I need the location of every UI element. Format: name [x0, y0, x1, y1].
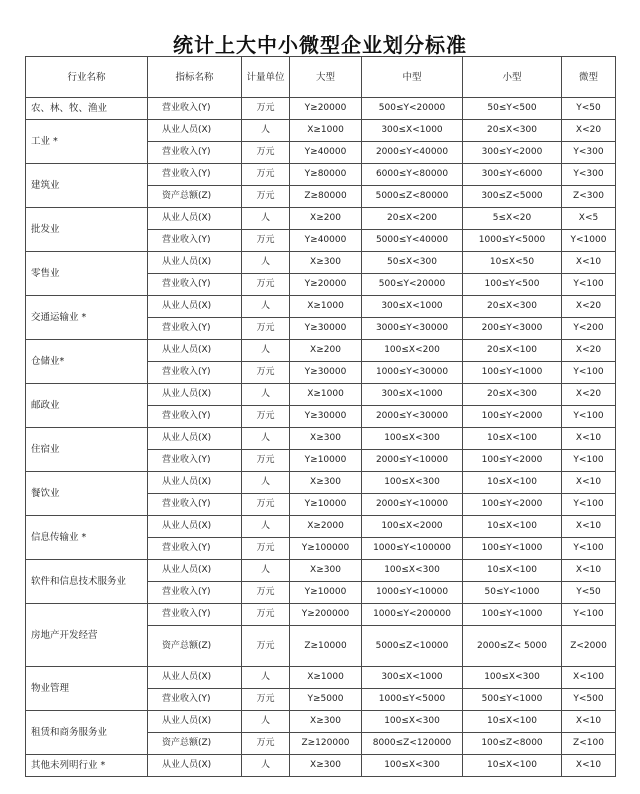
cell-metric: 从业人员(X)	[148, 711, 242, 733]
cell-unit: 万元	[242, 186, 290, 208]
cell-large: Y≥30000	[290, 318, 362, 340]
table-row	[26, 208, 616, 230]
cell-small: 10≤X<100	[463, 755, 562, 777]
cell-unit: 人	[242, 384, 290, 406]
cell-medium: 100≤X<300	[362, 472, 463, 494]
cell-unit: 万元	[242, 494, 290, 516]
cell-unit: 人	[242, 667, 290, 689]
cell-micro: Y<1000	[562, 230, 616, 252]
cell-large: Y≥10000	[290, 450, 362, 472]
cell-small: 10≤X<100	[463, 428, 562, 450]
cell-metric: 营业收入(Y)	[148, 538, 242, 560]
cell-small: 50≤Y<500	[463, 98, 562, 120]
cell-medium: 5000≤Z<10000	[362, 626, 463, 667]
industry-name: 交通运输业 *	[26, 296, 148, 340]
header-row	[26, 57, 616, 98]
cell-metric: 营业收入(Y)	[148, 689, 242, 711]
cell-micro: Y<100	[562, 450, 616, 472]
table-row	[26, 164, 616, 186]
table-row	[26, 98, 616, 120]
cell-large: Y≥30000	[290, 406, 362, 428]
cell-micro: Y<100	[562, 494, 616, 516]
cell-medium: 100≤X<300	[362, 560, 463, 582]
cell-micro: X<10	[562, 516, 616, 538]
cell-medium: 100≤X<300	[362, 755, 463, 777]
cell-medium: 300≤X<1000	[362, 384, 463, 406]
cell-medium: 50≤X<300	[362, 252, 463, 274]
cell-medium: 1000≤Y<100000	[362, 538, 463, 560]
cell-large: X≥1000	[290, 667, 362, 689]
cell-small: 300≤Z<5000	[463, 186, 562, 208]
header-micro: 微型	[562, 57, 616, 98]
cell-unit: 万元	[242, 626, 290, 667]
cell-micro: Z<2000	[562, 626, 616, 667]
cell-large: Y≥10000	[290, 494, 362, 516]
table-row	[26, 560, 616, 582]
cell-medium: 5000≤Y<40000	[362, 230, 463, 252]
cell-small: 10≤X<50	[463, 252, 562, 274]
cell-metric: 营业收入(Y)	[148, 604, 242, 626]
cell-large: X≥200	[290, 208, 362, 230]
cell-unit: 万元	[242, 733, 290, 755]
cell-unit: 人	[242, 755, 290, 777]
cell-small: 20≤X<300	[463, 384, 562, 406]
cell-large: Y≥40000	[290, 142, 362, 164]
cell-medium: 1000≤Y<30000	[362, 362, 463, 384]
cell-medium: 2000≤Y<40000	[362, 142, 463, 164]
cell-unit: 万元	[242, 164, 290, 186]
cell-metric: 从业人员(X)	[148, 428, 242, 450]
table-row	[26, 384, 616, 406]
industry-name: 软件和信息技术服务业	[26, 560, 148, 604]
cell-medium: 300≤X<1000	[362, 296, 463, 318]
cell-micro: Y<100	[562, 538, 616, 560]
table-row	[26, 755, 616, 777]
table-row	[26, 516, 616, 538]
cell-metric: 营业收入(Y)	[148, 164, 242, 186]
cell-unit: 人	[242, 120, 290, 142]
cell-unit: 万元	[242, 538, 290, 560]
cell-medium: 6000≤Y<80000	[362, 164, 463, 186]
cell-micro: Y<500	[562, 689, 616, 711]
header-small: 小型	[463, 57, 562, 98]
industry-name: 信息传输业 *	[26, 516, 148, 560]
cell-unit: 人	[242, 428, 290, 450]
cell-metric: 营业收入(Y)	[148, 494, 242, 516]
cell-unit: 万元	[242, 142, 290, 164]
cell-unit: 万元	[242, 98, 290, 120]
cell-large: Y≥80000	[290, 164, 362, 186]
cell-large: Y≥10000	[290, 582, 362, 604]
cell-micro: Z<100	[562, 733, 616, 755]
cell-metric: 从业人员(X)	[148, 472, 242, 494]
cell-medium: 500≤Y<20000	[362, 98, 463, 120]
cell-large: Y≥5000	[290, 689, 362, 711]
cell-large: X≥1000	[290, 384, 362, 406]
cell-metric: 资产总额(Z)	[148, 626, 242, 667]
cell-medium: 1000≤Y<200000	[362, 604, 463, 626]
cell-medium: 5000≤Z<80000	[362, 186, 463, 208]
cell-unit: 万元	[242, 450, 290, 472]
cell-metric: 营业收入(Y)	[148, 582, 242, 604]
cell-small: 500≤Y<1000	[463, 689, 562, 711]
cell-medium: 100≤X<300	[362, 428, 463, 450]
industry-name: 工业 *	[26, 120, 148, 164]
cell-metric: 从业人员(X)	[148, 252, 242, 274]
cell-micro: X<20	[562, 384, 616, 406]
cell-large: Z≥120000	[290, 733, 362, 755]
cell-micro: X<10	[562, 755, 616, 777]
cell-small: 300≤Y<2000	[463, 142, 562, 164]
cell-medium: 1000≤Y<10000	[362, 582, 463, 604]
cell-small: 50≤Y<1000	[463, 582, 562, 604]
cell-unit: 万元	[242, 362, 290, 384]
header-metric: 指标名称	[148, 57, 242, 98]
cell-metric: 营业收入(Y)	[148, 230, 242, 252]
cell-small: 1000≤Y<5000	[463, 230, 562, 252]
cell-unit: 万元	[242, 318, 290, 340]
cell-large: X≥300	[290, 560, 362, 582]
table-body	[26, 98, 616, 777]
cell-small: 100≤Z<8000	[463, 733, 562, 755]
cell-medium: 100≤X<300	[362, 711, 463, 733]
industry-name: 仓储业*	[26, 340, 148, 384]
table-row	[26, 340, 616, 362]
cell-small: 100≤Y<2000	[463, 406, 562, 428]
cell-micro: X<5	[562, 208, 616, 230]
cell-metric: 营业收入(Y)	[148, 274, 242, 296]
cell-large: Z≥10000	[290, 626, 362, 667]
cell-unit: 人	[242, 516, 290, 538]
cell-micro: X<10	[562, 711, 616, 733]
cell-large: X≥300	[290, 428, 362, 450]
cell-small: 100≤Y<2000	[463, 450, 562, 472]
cell-medium: 1000≤Y<5000	[362, 689, 463, 711]
cell-small: 20≤X<100	[463, 340, 562, 362]
table-row	[26, 428, 616, 450]
industry-name: 住宿业	[26, 428, 148, 472]
cell-micro: X<20	[562, 120, 616, 142]
table-row	[26, 296, 616, 318]
cell-small: 100≤Y<1000	[463, 538, 562, 560]
cell-micro: Y<100	[562, 362, 616, 384]
cell-large: X≥200	[290, 340, 362, 362]
cell-metric: 营业收入(Y)	[148, 318, 242, 340]
cell-large: X≥2000	[290, 516, 362, 538]
header-industry: 行业名称	[26, 57, 148, 98]
industry-name: 零售业	[26, 252, 148, 296]
cell-unit: 人	[242, 711, 290, 733]
cell-unit: 万元	[242, 604, 290, 626]
cell-small: 5≤X<20	[463, 208, 562, 230]
cell-medium: 300≤X<1000	[362, 120, 463, 142]
cell-unit: 万元	[242, 582, 290, 604]
cell-unit: 人	[242, 340, 290, 362]
industry-name: 租赁和商务服务业	[26, 711, 148, 755]
industry-name: 房地产开发经营	[26, 604, 148, 667]
cell-small: 10≤X<100	[463, 711, 562, 733]
classification-table	[25, 56, 616, 777]
cell-medium: 2000≤Y<30000	[362, 406, 463, 428]
cell-micro: Y<300	[562, 142, 616, 164]
cell-small: 100≤Y<1000	[463, 604, 562, 626]
cell-unit: 万元	[242, 406, 290, 428]
cell-small: 100≤Y<500	[463, 274, 562, 296]
industry-name: 物业管理	[26, 667, 148, 711]
table-row	[26, 604, 616, 626]
industry-name: 邮政业	[26, 384, 148, 428]
cell-medium: 3000≤Y<30000	[362, 318, 463, 340]
cell-micro: Y<200	[562, 318, 616, 340]
table-row	[26, 667, 616, 689]
cell-medium: 300≤X<1000	[362, 667, 463, 689]
cell-metric: 从业人员(X)	[148, 296, 242, 318]
cell-large: Y≥20000	[290, 274, 362, 296]
cell-small: 100≤Y<1000	[463, 362, 562, 384]
cell-micro: Y<300	[562, 164, 616, 186]
industry-name: 建筑业	[26, 164, 148, 208]
cell-metric: 资产总额(Z)	[148, 186, 242, 208]
industry-name: 其他未列明行业 *	[26, 755, 148, 777]
cell-micro: X<10	[562, 472, 616, 494]
cell-micro: Y<50	[562, 98, 616, 120]
cell-micro: X<20	[562, 340, 616, 362]
table-row	[26, 711, 616, 733]
cell-medium: 8000≤Z<120000	[362, 733, 463, 755]
cell-medium: 20≤X<200	[362, 208, 463, 230]
cell-micro: Y<100	[562, 604, 616, 626]
cell-unit: 人	[242, 252, 290, 274]
cell-unit: 人	[242, 472, 290, 494]
cell-large: Y≥100000	[290, 538, 362, 560]
cell-large: Y≥20000	[290, 98, 362, 120]
cell-metric: 从业人员(X)	[148, 340, 242, 362]
cell-small: 200≤Y<3000	[463, 318, 562, 340]
cell-unit: 万元	[242, 689, 290, 711]
cell-large: X≥300	[290, 252, 362, 274]
industry-name: 批发业	[26, 208, 148, 252]
cell-micro: Y<50	[562, 582, 616, 604]
cell-medium: 100≤X<200	[362, 340, 463, 362]
cell-small: 10≤X<100	[463, 516, 562, 538]
cell-large: Y≥200000	[290, 604, 362, 626]
cell-micro: Y<100	[562, 274, 616, 296]
cell-large: X≥1000	[290, 120, 362, 142]
cell-medium: 2000≤Y<10000	[362, 494, 463, 516]
cell-large: Z≥80000	[290, 186, 362, 208]
cell-metric: 从业人员(X)	[148, 384, 242, 406]
cell-metric: 营业收入(Y)	[148, 450, 242, 472]
cell-large: X≥300	[290, 755, 362, 777]
header-large: 大型	[290, 57, 362, 98]
cell-micro: X<20	[562, 296, 616, 318]
cell-medium: 2000≤Y<10000	[362, 450, 463, 472]
cell-metric: 从业人员(X)	[148, 208, 242, 230]
page-title: 统计上大中小微型企业划分标准	[173, 33, 467, 57]
header-unit: 计量单位	[242, 57, 290, 98]
cell-micro: X<10	[562, 560, 616, 582]
industry-name: 农、林、牧、渔业	[26, 98, 148, 120]
cell-small: 100≤Y<2000	[463, 494, 562, 516]
table-row	[26, 120, 616, 142]
cell-small: 10≤X<100	[463, 472, 562, 494]
cell-medium: 100≤X<2000	[362, 516, 463, 538]
cell-large: X≥300	[290, 472, 362, 494]
cell-small: 2000≤Z< 5000	[463, 626, 562, 667]
cell-metric: 营业收入(Y)	[148, 98, 242, 120]
cell-metric: 营业收入(Y)	[148, 362, 242, 384]
cell-metric: 从业人员(X)	[148, 120, 242, 142]
cell-metric: 营业收入(Y)	[148, 142, 242, 164]
cell-unit: 人	[242, 560, 290, 582]
cell-small: 20≤X<300	[463, 120, 562, 142]
cell-metric: 营业收入(Y)	[148, 406, 242, 428]
cell-micro: X<100	[562, 667, 616, 689]
header-medium: 中型	[362, 57, 463, 98]
cell-unit: 万元	[242, 274, 290, 296]
cell-small: 100≤X<300	[463, 667, 562, 689]
cell-medium: 500≤Y<20000	[362, 274, 463, 296]
cell-metric: 从业人员(X)	[148, 560, 242, 582]
cell-large: X≥1000	[290, 296, 362, 318]
cell-metric: 资产总额(Z)	[148, 733, 242, 755]
cell-large: Y≥30000	[290, 362, 362, 384]
cell-metric: 从业人员(X)	[148, 667, 242, 689]
cell-micro: X<10	[562, 252, 616, 274]
table-row	[26, 472, 616, 494]
cell-unit: 人	[242, 208, 290, 230]
cell-metric: 从业人员(X)	[148, 755, 242, 777]
cell-micro: Z<300	[562, 186, 616, 208]
cell-metric: 从业人员(X)	[148, 516, 242, 538]
cell-micro: X<10	[562, 428, 616, 450]
cell-micro: Y<100	[562, 406, 616, 428]
industry-name: 餐饮业	[26, 472, 148, 516]
cell-small: 300≤Y<6000	[463, 164, 562, 186]
cell-unit: 人	[242, 296, 290, 318]
table-row	[26, 252, 616, 274]
cell-large: Y≥40000	[290, 230, 362, 252]
cell-small: 10≤X<100	[463, 560, 562, 582]
cell-unit: 万元	[242, 230, 290, 252]
cell-small: 20≤X<300	[463, 296, 562, 318]
cell-large: X≥300	[290, 711, 362, 733]
